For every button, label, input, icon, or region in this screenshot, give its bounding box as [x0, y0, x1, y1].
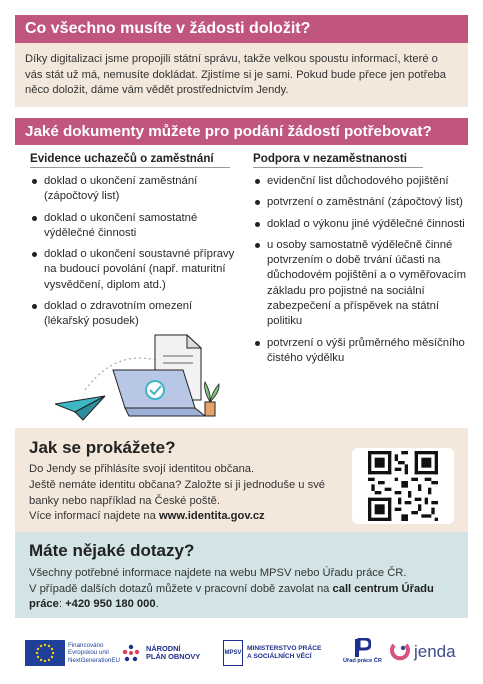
job-seeker-heading: Evidence uchazečů o zaměstnání [30, 152, 230, 168]
qr-code-icon [368, 451, 438, 521]
job-seeker-column [30, 152, 240, 330]
bullet-icon [255, 243, 260, 248]
footer-logos [15, 630, 468, 674]
laptop-document-illustration [55, 330, 240, 430]
questions-title: Máte nějaké dotazy? [29, 541, 195, 560]
identity-line-3: Více informací najdete na www.identita.gov.cz [29, 510, 265, 523]
bullet-icon [32, 304, 37, 309]
bullet-icon [32, 252, 37, 257]
section-title-documents-list: Jaké dokumenty můžete pro podání žádostí potřebovat? [15, 118, 468, 145]
list-item: potvrzení o výši průměrného měsíčního čistého výdělku [253, 336, 468, 367]
jenda-logo-text: jenda [414, 642, 456, 661]
unemployment-support-column [253, 152, 468, 366]
questions-body [29, 566, 459, 613]
npo-logo [120, 642, 200, 664]
identity-body [29, 462, 349, 525]
identity-line-1: Do Jendy se přihlásíte svojí identitou občana. [29, 463, 255, 475]
list-item: doklad o ukončení samostatné výdělečné činnosti [30, 211, 240, 242]
identity-section [15, 428, 468, 532]
list-item: doklad o ukončení soustavné přípravy na budoucí povolání (např. maturitní vysvědčení, diplom atd.) [30, 247, 240, 293]
up-logo [343, 638, 382, 664]
up-emblem-icon [353, 638, 371, 658]
phone-number[interactable]: +420 950 180 000 [65, 598, 156, 610]
jenda-emblem-icon [390, 642, 410, 662]
identity-title: Jak se prokážete? [29, 438, 176, 457]
list-item: evidenční list důchodového pojištění [253, 174, 468, 189]
list-item: u osoby samostatně výdělečně činné potvrzením o době trvání účasti na důchodovém pojištění a o vyměřovacím základu pro pojistné na sociální zabezpečení a příspěvek na státní politiku [253, 238, 468, 330]
list-item: doklad o zdravotním omezení (lékařský posudek) [30, 299, 240, 330]
identity-line-2: Ještě nemáte identitu občana? Založte si ji jednoduše u své banky nebo například na České poště. [29, 478, 326, 507]
qr-code[interactable] [352, 448, 454, 524]
questions-line-1: Všechny potřebné informace najdete na webu MPSV nebo Úřadu práce ČR. [29, 567, 407, 579]
npo-star-icon [120, 642, 142, 664]
list-item: potvrzení o zaměstnání (zápočtový list) [253, 195, 468, 210]
eu-flag-icon [25, 640, 65, 666]
unemployment-support-heading: Podpora v nezaměstnanosti [253, 152, 423, 168]
mpsv-logo-text: MINISTERSTVO PRÁCE A SOCIÁLNÍCH VĚCÍ [247, 645, 322, 660]
identity-link[interactable]: www.identita.gov.cz [158, 510, 265, 523]
bullet-icon [255, 200, 260, 205]
list-item: doklad o ukončení zaměstnání (zápočtový list) [30, 174, 240, 205]
eu-logo [25, 640, 120, 666]
mpsv-emblem-icon: MPSV [223, 640, 243, 666]
mpsv-logo [223, 640, 321, 666]
paper-plane-icon [55, 396, 105, 420]
questions-line-2: V případě dalších dotazů můžete v pracovní době zavolat na call centrum Úřadu práce: +420 950 180 000. [29, 582, 434, 610]
jenda-logo [390, 642, 456, 662]
questions-section [15, 532, 468, 618]
bullet-icon [255, 179, 260, 184]
plant-icon [205, 382, 220, 416]
list-item: doklad o výkonu jiné výdělečné činnosti [253, 217, 468, 232]
bullet-icon [32, 216, 37, 221]
up-logo-text: Úřad práce ČR [343, 658, 382, 664]
bullet-icon [32, 179, 37, 184]
call-centre-label: call centrum Úřadu práce [29, 582, 434, 610]
eu-logo-text: Financováno Evropskou unií NextGenerationEU [68, 642, 120, 664]
unemployment-support-list [253, 174, 468, 366]
bullet-icon [255, 222, 260, 227]
section-title-documents-needed: Co všechno musíte v žádosti doložit? [15, 15, 468, 43]
npo-logo-text: NÁRODNÍ PLÁN OBNOVY [146, 643, 201, 661]
job-seeker-list [30, 174, 240, 330]
bullet-icon [255, 341, 260, 346]
intro-paragraph: Díky digitalizaci jsme propojili státní správu, takže velkou spoustu informací, které o vás stát už má, nemusíte dokládat. Zjistíme si je sami. Pokud bude přece jen potřeba něco doložit, dáme vám vědět prostřednictvím Jendy. [15, 43, 468, 107]
